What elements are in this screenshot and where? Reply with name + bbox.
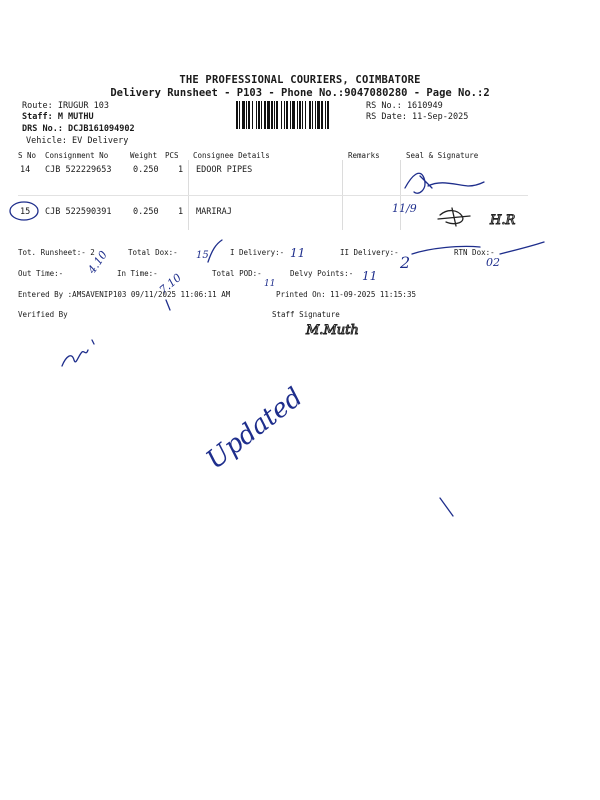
row-15-circle-mark: [10, 202, 38, 220]
ii-delivery-label: II Delivery:-: [340, 248, 399, 257]
updated-note: Updated: [200, 382, 309, 476]
rtn-dox-value: 02: [486, 256, 500, 269]
svg-text:M.Muth: M.Muth: [306, 323, 359, 338]
total-dox-label: Total Dox:-: [128, 248, 178, 257]
header-pcs: PCS: [165, 151, 179, 160]
header-consignee: Consignee Details: [193, 151, 270, 160]
out-time-label: Out Time:-: [18, 269, 64, 278]
table-row-14-pcs: 1: [178, 165, 184, 175]
svg-text:11/9: 11/9: [392, 202, 417, 215]
table-row-14-consignment: CJB 522229653: [45, 165, 112, 175]
table-row-15-sno: 15: [20, 207, 31, 217]
svg-text:H.R: H.R: [490, 213, 516, 228]
in-time-label: In Time:-: [117, 269, 158, 278]
header-seal-signature: Seal & Signature: [406, 151, 479, 160]
staff-signature: [305, 323, 359, 338]
rs-date-field: RS Date: 11-Sep-2025: [366, 112, 469, 122]
table-row-14-weight: 0.250: [133, 165, 159, 175]
out-time-value: 4.10: [85, 248, 110, 277]
table-row-14-consignee: EDOOR PIPES: [196, 165, 253, 175]
runsheet-title: Delivery Runsheet - P103 - Phone No.:9047080280 - Page No.:2: [110, 87, 490, 99]
total-dox-value: 15: [196, 250, 209, 261]
i-delivery-label: I Delivery:-: [230, 248, 285, 257]
company-name: THE PROFESSIONAL COURIERS, COIMBATORE: [179, 74, 421, 86]
i-delivery-value: 11: [290, 246, 306, 260]
in-time-value: 7.10: [156, 271, 184, 297]
delvy-points-label: Delvy Points:-: [290, 269, 354, 278]
tot-runsheet-label: Tot. Runsheet:- 2: [18, 248, 95, 257]
row-14-signature: [392, 173, 484, 215]
header-weight: Weight: [130, 151, 158, 160]
table-row-15-pcs: 1: [178, 207, 184, 217]
printed-on: Printed On: 11-09-2025 11:15:35: [276, 290, 416, 299]
rs-no-field: RS No.: 1610949: [366, 101, 443, 111]
in-time-stroke: [166, 300, 170, 310]
total-pod-value: 11: [264, 279, 276, 289]
drs-field: DRS No.: DCJB161094902: [22, 124, 135, 134]
route-field: Route: IRUGUR 103: [22, 101, 109, 111]
entered-by: Entered By :AMSAVENIP103 09/11/2025 11:06:11 AM: [18, 290, 231, 299]
verified-by-label: Verified By: [18, 310, 68, 319]
header-consignment: Consignment No: [45, 151, 109, 160]
header-remarks: Remarks: [348, 151, 380, 160]
staff-field: Staff: M MUTHU: [22, 112, 94, 122]
verified-by-signature: [62, 340, 94, 366]
total-pod-label: Total POD:-: [212, 269, 262, 278]
table-row-15-consignee: MARIRAJ: [196, 207, 232, 217]
staff-signature-label: Staff Signature: [272, 310, 340, 319]
ii-delivery-stroke: [412, 246, 480, 254]
table-row-15-consignment: CJB 522590391: [45, 207, 112, 217]
ii-delivery-value: 2: [400, 253, 411, 272]
table-row-14-sno: 14: [20, 165, 31, 175]
total-dox-tick: [208, 240, 222, 262]
stray-pen-stroke: [440, 498, 453, 516]
row-15-signature: [438, 208, 515, 228]
delvy-points-value: 11: [362, 269, 378, 283]
rtn-dox-label: RTN Dox:-: [454, 248, 495, 257]
vehicle-field: Vehicle: EV Delivery: [26, 136, 129, 146]
header-sno: S No: [18, 151, 37, 160]
table-row-15-weight: 0.250: [133, 207, 159, 217]
rtn-dox-stroke: [500, 242, 544, 254]
